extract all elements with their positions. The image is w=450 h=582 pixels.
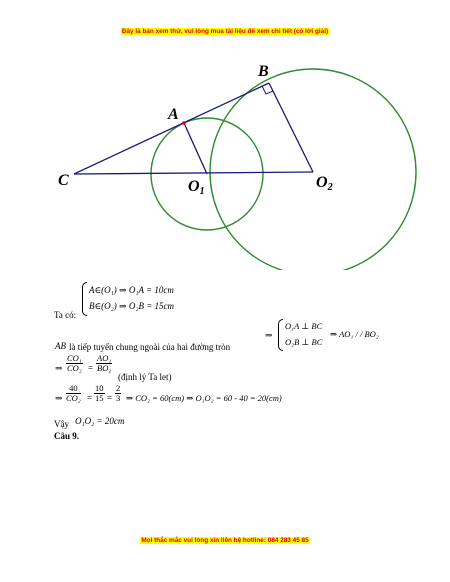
label-c: C — [58, 172, 69, 189]
thales-note: (định lý Ta let) — [118, 372, 172, 382]
system1-line2: B∈(O₂) ⇒ O₂B = 15cm — [89, 301, 175, 311]
label-o2 — [316, 174, 333, 193]
ratio-left-numerator: CO₁ — [67, 353, 82, 363]
next-question-heading: Câu 9. — [54, 431, 80, 441]
calc-fraction-2 — [94, 384, 105, 403]
label-o1 — [188, 178, 205, 197]
geometry-figure — [0, 0, 450, 270]
calc-fraction-2-denominator: 15 — [95, 393, 104, 403]
parallel-result: ⇒ AO₁ / / BO₂ — [330, 329, 379, 339]
label-a: A — [168, 106, 179, 123]
calc-fraction-1-numerator: 40 — [66, 384, 81, 394]
label-o1-letter: O — [188, 178, 200, 195]
calc-fraction-3-denominator: 3 — [116, 393, 121, 403]
implies-symbol-1: ⇒ — [265, 330, 273, 340]
calc-result: ⇒ CO₂ = 60(cm) ⇒ O₁O₂ = 60 - 40 = 20(cm) — [126, 393, 282, 403]
ratio-right-denominator: BO₂ — [97, 363, 112, 373]
conclusion-label: Vậy — [54, 419, 69, 429]
system-brace-1 — [82, 282, 87, 316]
label-o2-letter: O — [316, 174, 328, 191]
tangent-ab: AB — [55, 341, 66, 351]
line-co2 — [74, 172, 313, 174]
label-b: B — [258, 63, 269, 80]
segment-ao1 — [184, 123, 207, 174]
ratio-right-fraction — [96, 354, 112, 373]
tangent-statement: là tiếp tuyến chung ngoài của hai đường tròn — [69, 342, 231, 352]
point-a-mark — [182, 121, 186, 125]
label-o2-sub: 2 — [327, 182, 333, 193]
calc-equals-1: = — [87, 393, 93, 403]
ratio-implies: ⇒ — [55, 363, 63, 373]
system-brace-2 — [278, 319, 283, 351]
circle-o2 — [210, 69, 416, 270]
system2-line1: O₁A ⊥ BC — [285, 321, 323, 331]
hotline-banner: Mọi thắc mắc vui lòng xin liên hệ hotline: 084 283 45 85 — [141, 537, 309, 544]
calc-implies: ⇒ — [55, 393, 63, 403]
ta-co-label: Ta có: — [54, 310, 77, 320]
ratio-left-fraction — [66, 354, 83, 373]
system2-line2: O₂B ⊥ BC — [285, 337, 323, 347]
calc-fraction-3 — [115, 384, 121, 403]
preview-banner: Đây là bản xem thử, vui lòng mua tài liệu để xem chi tiết (có lời giải) — [121, 28, 329, 35]
segment-bo2 — [269, 83, 313, 172]
system1-line1: A∈(O₁) ⇒ O₁A = 10cm — [89, 285, 174, 295]
ratio-equals: = — [88, 363, 94, 373]
label-o1-sub: 1 — [199, 186, 205, 197]
ratio-right-numerator: AO₁ — [97, 353, 112, 363]
conclusion-result: O₁O₂ = 20cm — [75, 416, 125, 426]
calc-fraction-2-numerator: 10 — [95, 383, 104, 393]
calc-fraction-3-numerator: 2 — [116, 383, 121, 393]
calc-fraction-1 — [66, 384, 81, 403]
calc-fraction-1-denominator: CO₂ — [66, 393, 81, 403]
calc-equals-2: = — [107, 393, 113, 403]
ratio-left-denominator: CO₂ — [67, 363, 82, 373]
